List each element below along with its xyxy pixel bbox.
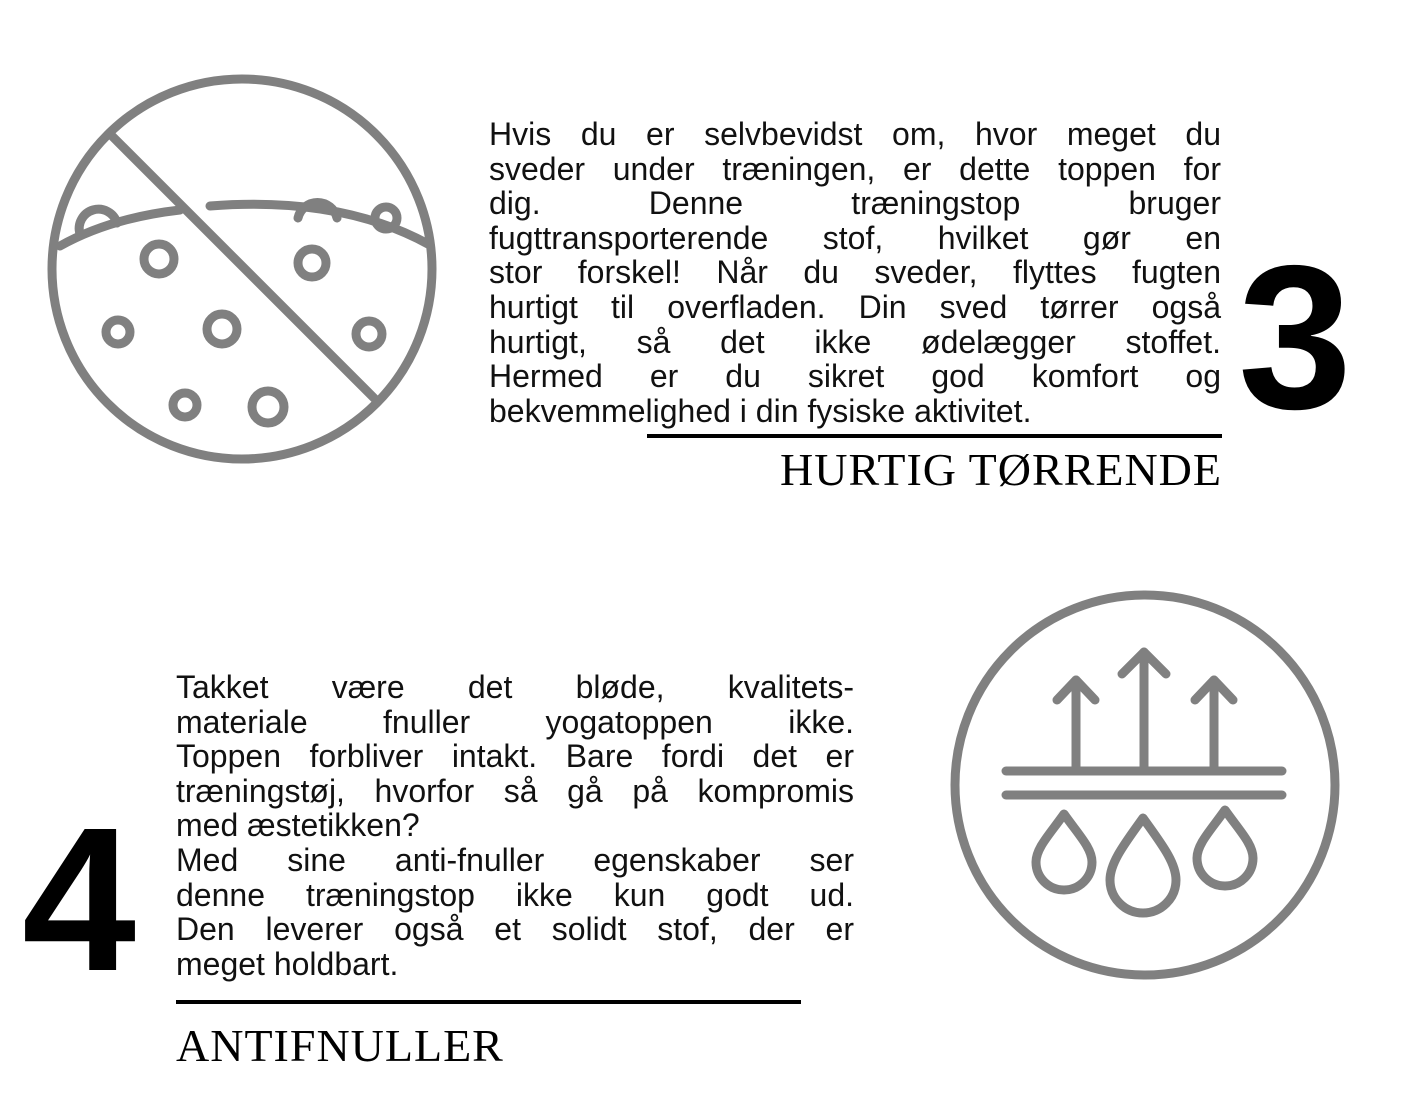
paragraph-line: hurtigt til overfladen. Din sved tørrer også	[489, 288, 1221, 325]
paragraph-line: materiale fnuller yogatoppen ikke.	[176, 703, 854, 740]
paragraph-line: Hvis du er selvbevidst om, hvor meget du	[489, 116, 1221, 152]
paragraph-line: meget holdbart.	[176, 945, 399, 982]
paragraph-line: bekvemmelighed i din fysiske aktivitet.	[489, 392, 1032, 429]
paragraph-line: Med sine anti-fnuller egenskaber ser	[176, 841, 854, 878]
section-4-heading: ANTIFNULLER	[176, 1020, 504, 1071]
paragraph-line: med æstetikken?	[176, 807, 420, 844]
quick-dry-fabric-icon	[40, 68, 442, 470]
paragraph-line: sveder under træningen, er dette toppen for	[489, 150, 1221, 187]
paragraph-line: Den leverer også et solidt stof, der er	[176, 911, 854, 948]
section-3-heading: HURTIG TØRRENDE	[780, 444, 1222, 495]
section-4-divider	[176, 1000, 801, 1004]
paragraph-line: Hermed er du sikret god komfort og	[489, 358, 1221, 395]
section-4-paragraph	[176, 670, 854, 981]
paragraph-line: dig. Denne træningstop bruger	[489, 185, 1221, 222]
paragraph-line: fugttransporterende stof, hvilket gør en	[489, 219, 1221, 256]
section-3-divider	[647, 434, 1222, 438]
section-3-number: 3	[1238, 223, 1353, 452]
paragraph-line: hurtigt, så det ikke ødelægger stoffet.	[489, 323, 1221, 360]
paragraph-line: Toppen forbliver intakt. Bare fordi det er	[176, 738, 854, 775]
paragraph-line: denne træningstop ikke kun godt ud.	[176, 876, 854, 913]
paragraph-line: Takket være det bløde, kvalitets-	[176, 669, 854, 705]
section-3-paragraph	[489, 117, 1221, 428]
section-4-number: 4	[22, 785, 137, 1014]
moisture-wicking-icon	[946, 586, 1344, 984]
paragraph-line: træningstøj, hvorfor så gå på kompromis	[176, 772, 854, 809]
paragraph-line: stor forskel! Når du sveder, flyttes fugten	[489, 254, 1221, 291]
